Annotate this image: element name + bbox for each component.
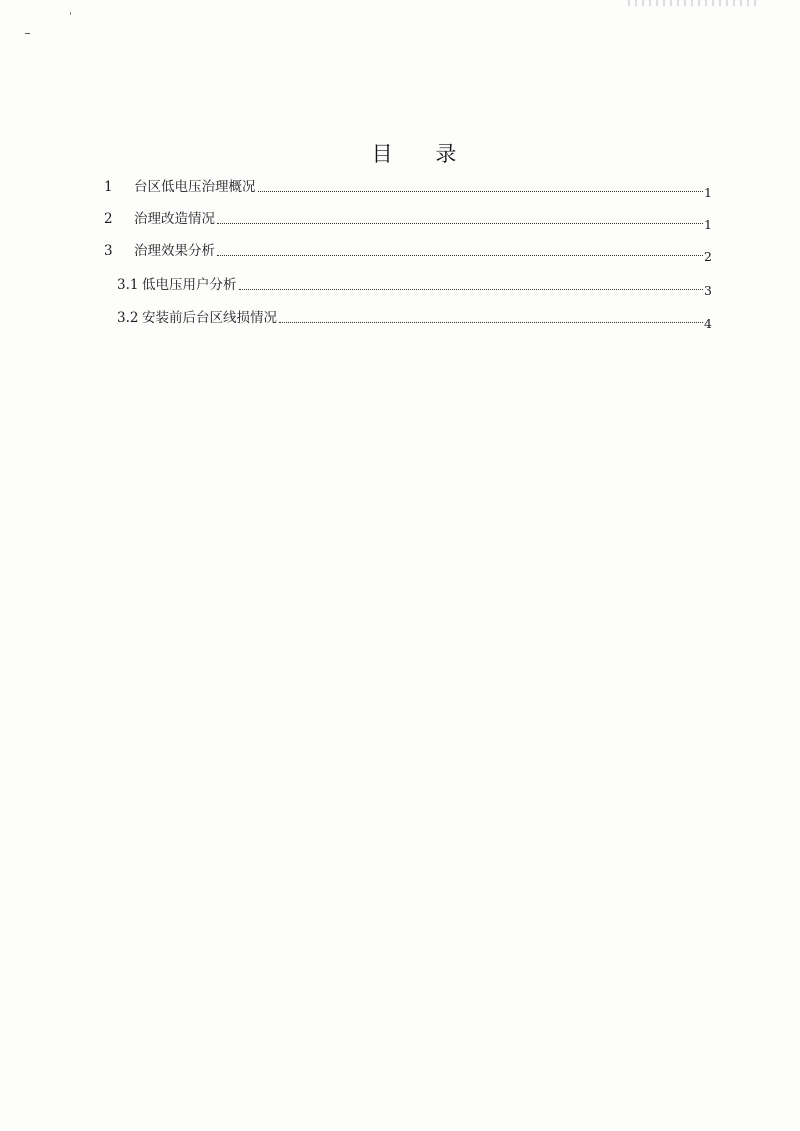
toc-entry-page: 1 [704, 185, 712, 200]
scan-artifact [25, 33, 30, 34]
dot-leader [217, 223, 703, 224]
toc-entry-number: 3.1 [117, 277, 139, 293]
toc-entry-label: 安装前后台区线损情况 [142, 310, 277, 326]
toc-entry-number: 1 [104, 179, 113, 195]
toc-entry[interactable] [117, 272, 712, 298]
toc-entry-label: 低电压用户分析 [142, 277, 237, 293]
dot-leader [279, 322, 703, 323]
toc-entry-label: 治理改造情况 [134, 211, 215, 227]
toc-entry[interactable] [117, 305, 712, 331]
toc-entry-number: 3.2 [117, 310, 139, 326]
toc-entry-label: 治理效果分析 [134, 243, 215, 259]
dot-leader [258, 191, 704, 192]
toc-entry-label: 台区低电压治理概况 [134, 179, 256, 195]
toc-title: 目 录 [371, 142, 475, 166]
toc-entry-number: 2 [104, 211, 113, 227]
toc-entry-page: 3 [704, 283, 712, 298]
toc-entry[interactable] [104, 174, 712, 200]
dot-leader [239, 289, 704, 290]
toc-entry-number: 3 [104, 243, 113, 259]
scan-artifact [628, 0, 758, 6]
toc-entry-page: 1 [704, 217, 712, 232]
toc-entry[interactable] [104, 206, 712, 232]
toc-entry-page: 2 [704, 249, 712, 264]
toc-entry-page: 4 [704, 316, 712, 331]
dot-leader [217, 255, 703, 256]
scan-artifact [70, 12, 71, 15]
toc-entry[interactable] [104, 238, 712, 264]
